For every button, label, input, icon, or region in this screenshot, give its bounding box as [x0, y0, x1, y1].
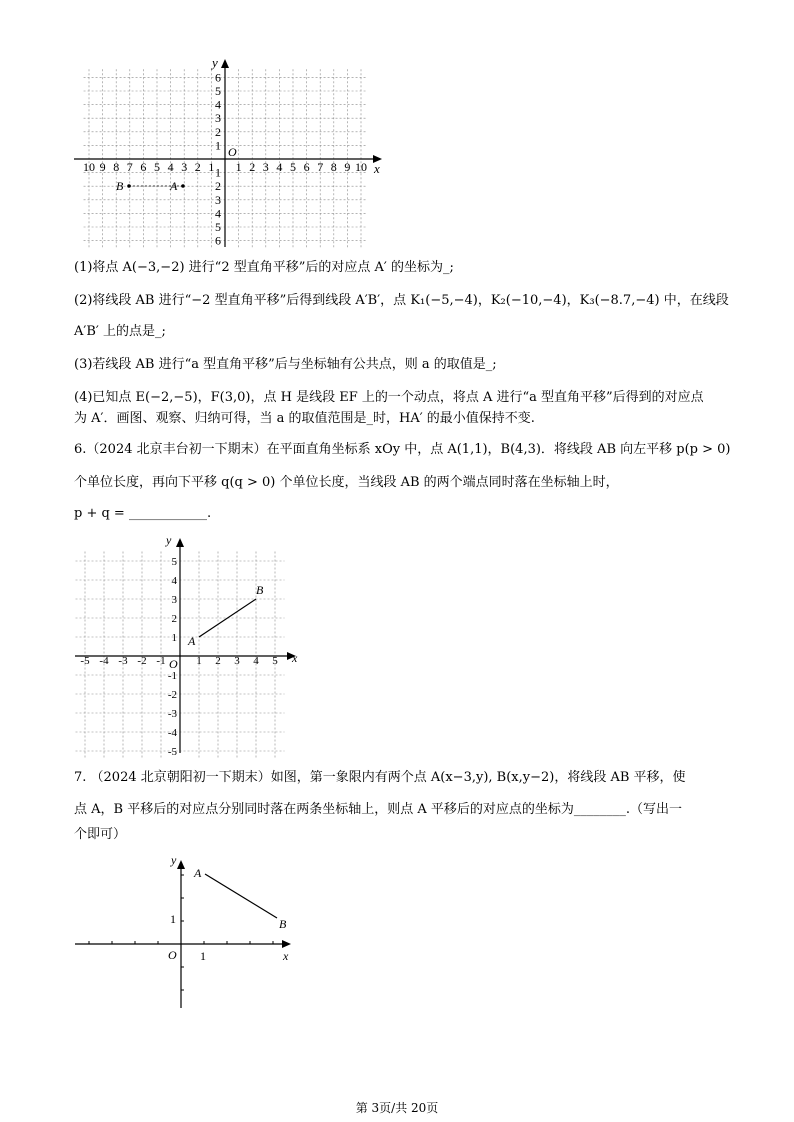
graph-1-tick-y-neg: 2: [215, 179, 221, 194]
problem-7-line-1: 7. （2024 北京朝阳初一下期末）如图，第一象限内有两个点 A(x−3,y), B(x,y−2)，将线段 AB 平移，使: [74, 770, 686, 785]
graph-1-tick-y-pos: 2: [215, 124, 221, 139]
graph-3-label-B: B: [279, 917, 287, 931]
graph-3-y-arrow: [177, 860, 185, 869]
graph-1-tick-x-pos: 5: [290, 160, 296, 174]
graph-2-tick-x-pos: 1: [196, 655, 202, 667]
graph-2-y-arrow: [176, 538, 184, 547]
graph-2-tick-y-pos: 4: [171, 575, 177, 587]
graph-3-x-arrow: [282, 940, 291, 948]
graph-1-tick-y-pos: 6: [215, 70, 221, 85]
graph-1-tick-x-pos: 7: [317, 160, 324, 174]
graph-1-y-arrow: [221, 59, 229, 68]
graph-3-tick-x-1: 1: [200, 949, 206, 963]
graph-2-tick-y-pos: 3: [171, 594, 177, 606]
graph-2-y-label: y: [166, 533, 172, 547]
graph-1-y-label: y: [212, 55, 218, 70]
graph-1-tick-y-neg: 1: [215, 165, 221, 180]
graph-1-tick-y-neg: 3: [215, 192, 221, 207]
graph-2-tick-x-pos: 2: [215, 655, 221, 667]
graph-1-tick-y-pos: 1: [215, 138, 221, 153]
graph-1-tick-x-neg: 2: [194, 160, 201, 174]
graph-3-x-label: x: [283, 949, 289, 963]
graph-2-x-label: x: [292, 651, 298, 665]
graph-1-tick-x-pos: 2: [249, 160, 256, 174]
graph-2-tick-x-neg: -5: [80, 655, 90, 667]
graph-1-tick-x-neg: 10: [83, 160, 95, 174]
graph-2-label-B: B: [256, 583, 264, 597]
question-4-line-1: (4)已知点 E(−2,−5)，F(3,0)，点 H 是线段 EF 上的一个动点，将点 A 进行“a 型直角平移”后得到的对应点: [74, 390, 704, 405]
graph-3-origin: O: [168, 948, 177, 962]
graph-1-tick-y-neg: 5: [215, 220, 221, 234]
graph-1-tick-y-pos: 3: [215, 111, 221, 126]
graph-2-tick-x-neg: -1: [156, 655, 166, 667]
question-4-line-2: 为 A′．画图、观察、归纳可得，当 a 的取值范围是_时，HA′ 的最小值保持不变.: [74, 411, 535, 426]
graph-1-tick-x-pos: 1: [235, 160, 242, 174]
graph-1-tick-x-neg: 4: [167, 160, 174, 174]
graph-1-tick-x-pos: 8: [330, 160, 337, 174]
graph-1-tick-x-pos: 9: [344, 160, 351, 174]
graph-2-tick-x-neg: -2: [137, 655, 147, 667]
question-1: (1)将点 A(−3,−2) 进行“2 型直角平移”后的对应点 A′ 的坐标为_;: [74, 260, 454, 275]
question-2-line-2: A′B′ 上的点是_;: [74, 324, 166, 339]
graph-1-x-label: x: [374, 161, 380, 176]
graph-1-tick-x-pos: 6: [303, 160, 310, 174]
graph-2-tick-y-pos: 1: [171, 632, 177, 644]
graph-3: [65, 850, 305, 1015]
graph-2: [70, 528, 310, 758]
graph-3-tick-y-1: 1: [170, 912, 176, 926]
problem-6-line-3: p + q = ____________.: [74, 506, 212, 521]
graph-1-tick-x-neg: 3: [181, 160, 188, 174]
graph-3-y-label: y: [171, 853, 177, 867]
question-3: (3)若线段 AB 进行“a 型直角平移”后与坐标轴有公共点，则 a 的取值是_;: [74, 357, 497, 372]
graph-1-tick-x-pos: 4: [276, 160, 283, 174]
graph-2-tick-x-pos: 3: [234, 655, 240, 667]
graph-2-tick-x-neg: -4: [99, 655, 109, 667]
graph-1-tick-x-neg: 7: [126, 160, 133, 174]
graph-1-tick-x-neg: 5: [154, 160, 160, 174]
graph-1-tick-x-pos: 3: [262, 160, 269, 174]
graph-1-tick-y-neg: 6: [215, 233, 221, 248]
graph-2-tick-y-neg: -3: [167, 708, 177, 720]
graph-3-label-A: A: [194, 866, 202, 880]
graph-1-tick-y-pos: 5: [215, 84, 221, 98]
graph-2-tick-y-neg: -2: [167, 689, 177, 701]
graph-1-tick-x-neg: 1: [208, 160, 215, 174]
graph-1-tick-y-neg: 4: [215, 206, 221, 221]
graph-2-tick-y-pos: 2: [171, 613, 177, 625]
graph-2-tick-x-pos: 5: [272, 655, 278, 667]
graph-1: [60, 55, 400, 255]
graph-2-tick-y-neg: -1: [167, 670, 177, 682]
graph-1-tick-x-neg: 8: [113, 160, 120, 174]
question-2-line-1: (2)将线段 AB 进行“−2 型直角平移”后得到线段 A′B′，点 K₁(−5,−4)，K₂(−10,−4)，K₃(−8.7,−4) 中，在线段: [74, 293, 729, 308]
graph-1-tick-x-pos: 10: [355, 160, 367, 174]
graph-2-tick-x-neg: -3: [118, 655, 128, 667]
graph-2-tick-x-pos: 4: [253, 655, 259, 667]
graph-1-label-B: B: [116, 179, 124, 193]
graph-2-tick-y-neg: -5: [167, 746, 177, 758]
graph-2-origin: O: [169, 657, 178, 671]
graph-1-origin: O: [228, 145, 237, 159]
graph-3-segment-AB: [205, 874, 277, 918]
graph-1-tick-y-pos: 4: [215, 97, 221, 112]
graph-2-tick-y-pos: 5: [171, 556, 177, 568]
problem-6-line-1: 6.（2024 北京丰台初一下期末）在平面直角坐标系 xOy 中，点 A(1,1)，B(4,3)．将线段 AB 向左平移 p(p > 0): [74, 442, 731, 457]
graph-1-label-A: A: [170, 179, 178, 193]
page-footer: 第 3页/共 20页: [355, 1101, 439, 1115]
graph-2-label-A: A: [188, 634, 196, 648]
graph-1-tick-x-neg: 9: [99, 160, 106, 174]
problem-7-line-2: 点 A，B 平移后的对应点分别同时落在两条坐标轴上，则点 A 平移后的对应点的坐标为________.（写出一: [74, 802, 682, 817]
graph-1-tick-x-neg: 6: [140, 160, 147, 174]
problem-7-line-3: 个即可）: [74, 827, 127, 842]
graph-2-tick-y-neg: -4: [167, 727, 177, 739]
problem-6-line-2: 个单位长度，再向下平移 q(q > 0) 个单位长度，当线段 AB 的两个端点同时落在坐标轴上时，: [74, 475, 619, 490]
